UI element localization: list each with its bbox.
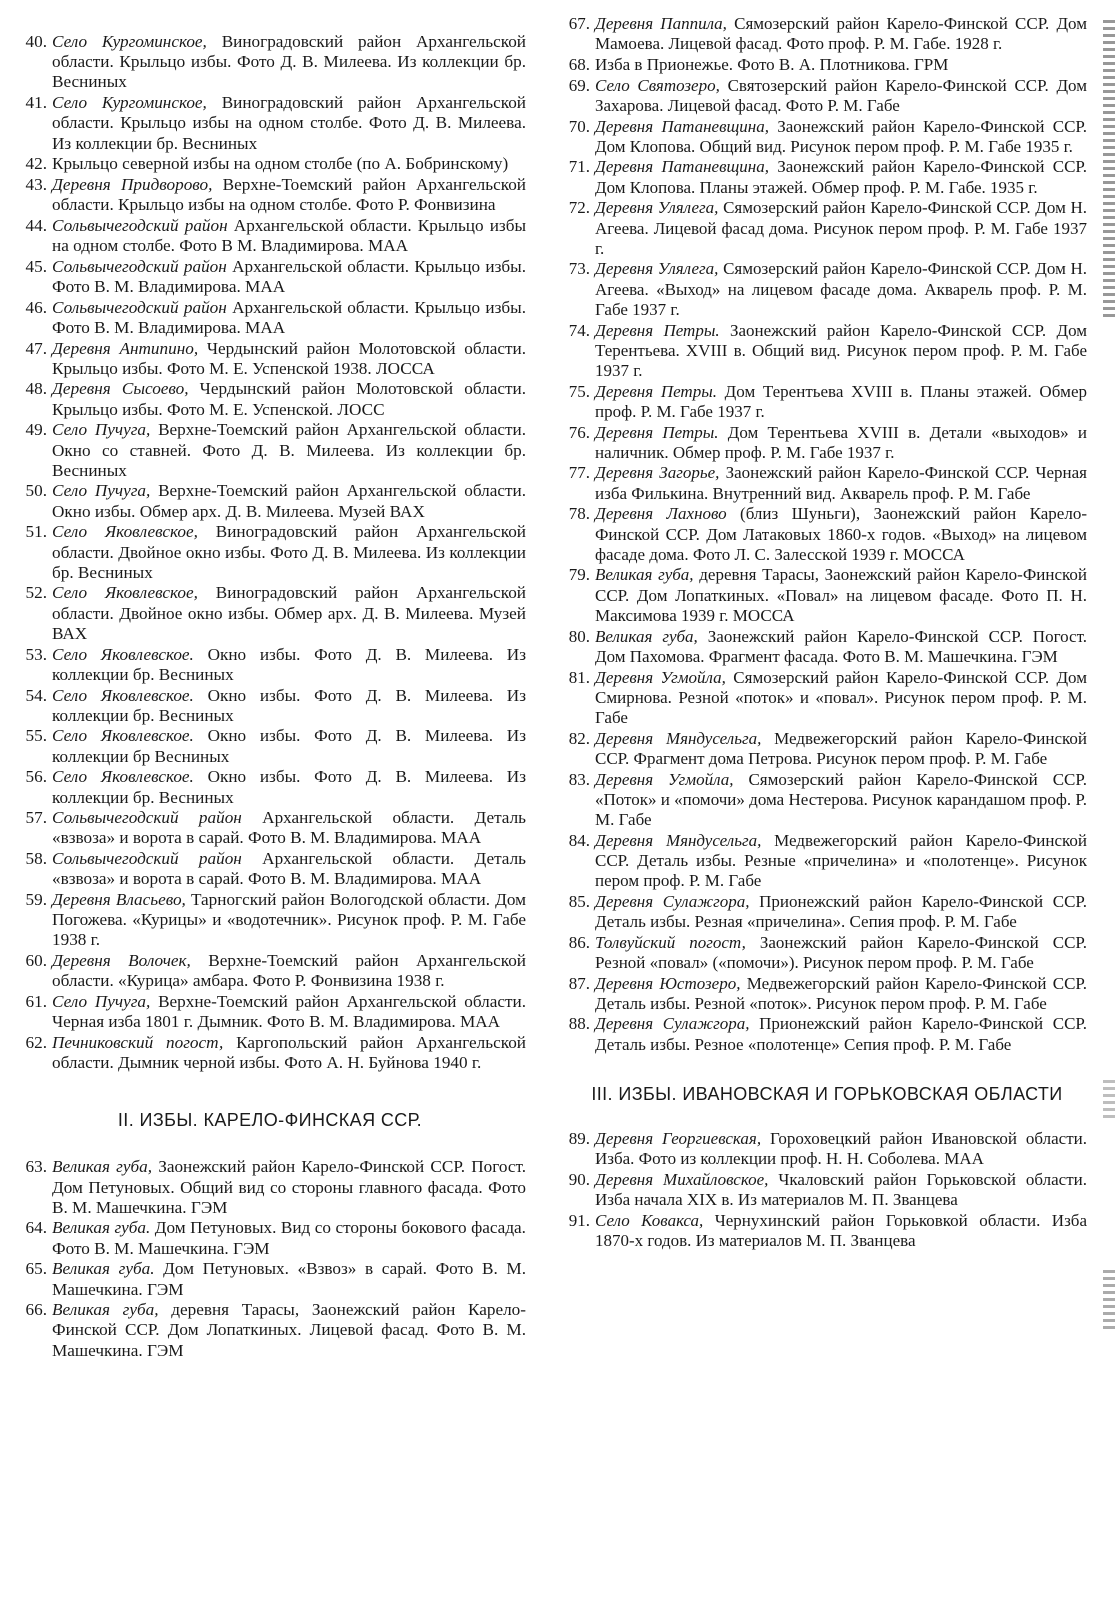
entry-description: Заонежский район Карело-Финской ССР. Дом Клопова. Планы этажей. Обмер проф. Р. М. Габе. 1935 г.	[595, 157, 1087, 197]
list-item	[14, 992, 526, 1032]
scan-edge-mark	[1103, 20, 1115, 320]
entry-text	[52, 257, 526, 297]
list-item	[14, 379, 526, 419]
entry-description: Сямозерский район Карело-Финской ССР. Дом Мамоева. Лицевой фасад. Фото проф. Р. М. Габе. 1928 г.	[595, 14, 1087, 54]
entry-number: 60.	[25, 951, 47, 971]
entry-place: Сольвычегодский район	[52, 297, 227, 317]
list-item	[14, 645, 526, 685]
entry-place: Сольвычегодский район	[52, 256, 227, 276]
entry-text	[52, 339, 526, 379]
entry-place: Великая губа.	[52, 1218, 151, 1238]
entry-description: Дом Терентьева XVIII в. Детали «выходов» и наличник. Обмер проф. Р. М. Габе 1937 г.	[595, 422, 1087, 462]
list-item	[555, 974, 1087, 1014]
scan-edge-mark	[1103, 1270, 1115, 1330]
entry-description: деревня Тарасы, Заонежский район Карело-Финской ССР. Дом Лопаткиных. Лицевой фасад. Фото В. М. Машечкина. ГЭМ	[52, 1300, 526, 1360]
list-item	[555, 770, 1087, 831]
entry-place: Село Пучуга,	[52, 481, 151, 501]
list-item	[14, 420, 526, 481]
list-item	[14, 951, 526, 991]
entry-description: Прионежский район Карело-Финской ССР. Деталь избы. Резное «полотенце» Сепия проф. Р. М. Габе	[595, 1014, 1087, 1054]
entry-number: 43.	[25, 174, 47, 194]
entry-number: 58.	[25, 849, 47, 869]
entry-number: 44.	[25, 215, 47, 235]
entry-description: Изба в Прионежье. Фото В. А. Плотникова. ГРМ	[595, 54, 949, 74]
entry-place: Село Яковлевское.	[52, 685, 194, 705]
entry-text	[595, 76, 1087, 116]
list-item	[14, 890, 526, 951]
entry-number: 73.	[568, 259, 590, 279]
section-heading-3: III. ИЗБЫ. ИВАНОВСКАЯ И ГОРЬКОВСКАЯ ОБЛАСТИ	[591, 1083, 1063, 1104]
entry-number: 54.	[25, 685, 47, 705]
list-item	[14, 1033, 526, 1073]
entry-place: Деревня Сулажгора,	[595, 891, 750, 911]
entry-place: Сольвычегодский район	[52, 849, 242, 869]
entry-description: Виноградовский район Архангельской области. Двойное окно избы. Фото Д. В. Милеева. Из коллекции бр. Весниных	[52, 522, 526, 582]
entry-text	[595, 1014, 1087, 1054]
entry-text	[52, 583, 526, 644]
entry-text	[595, 1211, 1087, 1251]
entry-description: Медвежегорский район Карело-Финской ССР. Деталь избы. Резной «поток». Рисунок пером проф. Р. М. Габе	[595, 973, 1087, 1013]
entry-list	[14, 32, 526, 1073]
entry-place: Село Пучуга,	[52, 420, 151, 440]
entry-number: 48.	[25, 379, 47, 399]
entry-place: Деревня Патаневщина,	[595, 157, 769, 177]
entry-description: Верхне-Тоемский район Архангельской области. «Курица» амбара. Фото Р. Фонвизина 1938 г.	[52, 951, 526, 991]
entry-place: Деревня Михайловское,	[595, 1169, 769, 1189]
entry-text	[595, 627, 1087, 667]
entry-number: 68.	[568, 54, 590, 74]
entry-place: Деревня Угмойла,	[595, 769, 734, 789]
entry-place: Сольвычегодский район	[52, 215, 228, 235]
list-item	[14, 522, 526, 583]
entry-text	[52, 686, 526, 726]
entry-text	[595, 14, 1087, 54]
entry-number: 88.	[568, 1014, 590, 1034]
entry-place: Великая губа,	[595, 565, 694, 585]
entry-description: Крыльцо северной избы на одном столбе (по А. Бобринскому)	[52, 154, 509, 174]
entry-description: Прионежский район Карело-Финской ССР. Деталь избы. Резная «причелина». Сепия проф. Р. М. Габе	[595, 891, 1087, 931]
entry-text	[595, 259, 1087, 320]
entry-place: Село Яковлевское,	[52, 522, 198, 542]
entry-description: Дом Петуновых. «Взвоз» в сарай. Фото В. М. Машечкина. ГЭМ	[52, 1259, 527, 1299]
entry-place: Село Яковлевское.	[52, 767, 194, 787]
entry-description: Заонежский район Карело-Финской ССР. Погост. Дом Петуновых. Общий вид со стороны главного фасада. Фото В. М. Машечкина. ГЭМ	[52, 1157, 526, 1217]
entry-place: Деревня Мяндусельга,	[595, 830, 762, 850]
entry-number: 41.	[25, 93, 47, 113]
list-item	[14, 686, 526, 726]
entry-description: Святозерский район Карело-Финской ССР. Дом Захарова. Лицевой фасад. Фото Р. М. Габе	[595, 75, 1087, 115]
list-item	[555, 627, 1087, 667]
list-item	[555, 668, 1087, 729]
entry-place: Деревня Георгиевская,	[595, 1128, 762, 1148]
entry-text	[595, 198, 1087, 259]
list-item	[555, 831, 1087, 892]
entry-text	[595, 974, 1087, 1014]
list-item	[555, 933, 1087, 973]
list-item	[555, 14, 1087, 54]
entry-text	[52, 1033, 526, 1073]
list-item	[14, 257, 526, 297]
entry-description: Заонежский район Карело-Финской ССР. Дом Терентьева. XVIII в. Общий вид. Рисунок пером проф. Р. М. Габе 1937 г.	[595, 320, 1088, 380]
scan-edge-mark	[1103, 1080, 1115, 1120]
list-item	[555, 321, 1087, 382]
entry-text	[52, 216, 526, 256]
entry-description: Дом Петуновых. Вид со стороны бокового фасада. Фото В. М. Машечкина. ГЭМ	[52, 1218, 526, 1258]
entry-number: 56.	[25, 767, 47, 787]
entry-description: Медвежегорский район Карело-Финской ССР. Деталь избы. Резные «причелина» и «полотенце». Рисунок пером проф. Р. М. Габе	[595, 830, 1087, 891]
entry-text	[595, 1170, 1087, 1210]
entry-number: 85.	[568, 891, 590, 911]
list-item	[14, 1300, 526, 1361]
entry-place: Деревня Петры.	[595, 422, 719, 442]
entry-description: Виноградовский район Архангельской области. Крыльцо избы на одном столбе. Фото Д. В. Милеева. Из коллекции бр. Весниных	[52, 93, 526, 153]
entry-place: Деревня Мяндусельга,	[595, 728, 762, 748]
entry-number: 47.	[25, 338, 47, 358]
entry-description: Заонежский район Карело-Финской ССР. Резной «повал» («помочи»). Рисунок пером проф. Р. М. Габе	[595, 932, 1087, 972]
entry-text	[52, 808, 526, 848]
entry-text	[52, 726, 526, 766]
list-item	[14, 154, 526, 174]
entry-place: Село Ковакса,	[595, 1210, 704, 1230]
entry-number: 61.	[25, 992, 47, 1012]
entry-text	[595, 565, 1087, 626]
entry-number: 40.	[25, 32, 47, 51]
list-item	[555, 259, 1087, 320]
entry-place: Великая губа,	[52, 1300, 159, 1320]
entry-description: Архангельской области. Крыльцо избы. Фото В. М. Владимирова. МАА	[52, 297, 526, 337]
list-item	[555, 76, 1087, 116]
entry-text	[52, 154, 526, 174]
entry-number: 84.	[568, 830, 590, 850]
list-item	[14, 808, 526, 848]
entry-description: Чердынский район Молотовской области. Крыльцо избы. Фото М. Е. Успенской. ЛОСС	[52, 379, 526, 419]
entry-text	[52, 645, 526, 685]
list-item	[555, 423, 1087, 463]
entry-place: Великая губа,	[52, 1157, 153, 1177]
entry-place: Толвуйский погост,	[595, 932, 746, 952]
entry-number: 89.	[568, 1128, 590, 1148]
entry-place: Село Пучуга,	[52, 992, 151, 1012]
list-item	[14, 1259, 526, 1299]
entry-place: Деревня Придворово,	[52, 174, 213, 194]
entry-place: Деревня Улялега,	[595, 259, 719, 279]
list-item	[14, 849, 526, 889]
entry-number: 65.	[25, 1259, 47, 1279]
entry-description: Заонежский район Карело-Финской ССР. Дом Клопова. Общий вид. Рисунок пером проф. Р. М. Габе 1935 г.	[595, 116, 1087, 156]
entry-list	[555, 14, 1087, 1055]
entry-place: Деревня Сысоево,	[52, 379, 189, 399]
entry-number: 90.	[568, 1169, 590, 1189]
entry-description: Окно избы. Фото Д. В. Милеева. Из коллекции бр. Весниных	[52, 767, 526, 807]
entry-number: 49.	[25, 420, 47, 440]
entry-number: 67.	[568, 14, 590, 33]
entry-description: Чкаловский район Горьковской области. Изба начала XIX в. Из материалов М. П. Званцева	[595, 1169, 1087, 1209]
list-item	[14, 1218, 526, 1258]
entry-text	[52, 1259, 526, 1299]
list-item	[14, 726, 526, 766]
entry-text	[595, 55, 1087, 75]
entry-description: Верхне-Тоемский район Архангельской области. Окно избы. Обмер арх. Д. В. Милеева. Музей ВАХ	[52, 481, 526, 521]
entry-place: Деревня Волочек,	[52, 951, 191, 971]
entry-number: 91.	[568, 1210, 590, 1230]
list-item	[14, 175, 526, 215]
list-item	[14, 481, 526, 521]
list-item	[14, 216, 526, 256]
entry-number: 62.	[25, 1032, 47, 1052]
entry-number: 70.	[568, 116, 590, 136]
entry-number: 50.	[25, 481, 47, 501]
entry-text	[595, 831, 1087, 892]
entry-description: Верхне-Тоемский район Архангельской области. Крыльцо избы на одном столбе. Фото Р. Фонвизина	[52, 174, 526, 215]
entry-description: Тарногский район Вологодской области. Дом Погожева. «Курицы» и «водотечник». Рисунок проф. Р. М. Габе 1938 г.	[52, 890, 527, 950]
list-item	[14, 339, 526, 379]
entry-text	[595, 892, 1087, 932]
entry-number: 74.	[568, 320, 590, 340]
entry-description: Каргопольский район Архангельской области. Дымник черной избы. Фото А. Н. Буйнова 1940 г.	[52, 1032, 526, 1073]
entry-number: 66.	[25, 1300, 47, 1320]
entry-text	[595, 770, 1087, 831]
list-item	[555, 1129, 1087, 1169]
entry-number: 46.	[25, 297, 47, 317]
entry-description: (близ Шуньги), Заонежский район Карело-Финской ССР. Дом Латаковых 1860-х годов. «Выход» на лицевом фасаде дома. Фото Л. С. Залесской 1939 г. МОССА	[595, 504, 1087, 564]
entry-text	[595, 423, 1087, 463]
entry-place: Сольвычегодский район	[52, 808, 242, 828]
entry-text	[52, 849, 526, 889]
entry-place: Село Яковлевское.	[52, 726, 194, 746]
entry-text	[595, 321, 1087, 382]
entry-text	[595, 933, 1087, 973]
entry-description: деревня Тарасы, Заонежский район Карело-Финской ССР. Дом Лопаткиных. «Повал» на лицевом фасаде. Фото П. Н. Максимова 1939 г. МОССА	[595, 565, 1087, 625]
entry-number: 55.	[25, 726, 47, 746]
entry-place: Великая губа.	[52, 1259, 155, 1279]
entry-text	[595, 382, 1087, 422]
entry-number: 78.	[568, 504, 590, 524]
entry-place: Деревня Загорье,	[595, 463, 720, 483]
list-item	[14, 767, 526, 807]
entry-description: Архангельской области. Крыльцо избы. Фото В. М. Владимирова. МАА	[52, 256, 526, 296]
entry-number: 45.	[25, 256, 47, 276]
list-item	[14, 298, 526, 338]
entry-number: 63.	[25, 1157, 47, 1177]
entry-description: Виноградовский район Архангельской области. Двойное окно избы. Обмер арх. Д. В. Милеева. Музей ВАХ	[52, 583, 526, 643]
entry-place: Деревня Патаневщина,	[595, 116, 769, 136]
entry-place: Деревня Петры.	[595, 381, 717, 401]
list-item	[555, 198, 1087, 259]
entry-description: Верхне-Тоемский район Архангельской области. Черная изба 1801 г. Дымник. Фото В. М. Владимирова. МАА	[52, 992, 526, 1032]
entry-place: Деревня Улялега,	[595, 198, 719, 218]
entry-number: 86.	[568, 932, 590, 952]
entry-description: Сямозерский район Карело-Финской ССР. Дом Смирнова. Резной «поток» и «повал». Рисунок пером проф. Р. М. Габе	[595, 667, 1087, 727]
entry-number: 59.	[25, 890, 47, 910]
list-item	[555, 504, 1087, 565]
entry-description: Сямозерский район Карело-Финской ССР. Дом Н. Агеева. «Выход» на лицевом фасаде дома. Акварель проф. Р. М. Габе 1937 г.	[595, 259, 1088, 319]
list-item	[555, 1014, 1087, 1054]
entry-description: Сямозерский район Карело-Финской ССР. Дом Н. Агеева. Лицевой фасад дома. Рисунок пером проф. Р. М. Габе 1937 г.	[595, 198, 1088, 258]
entry-description: Сямозерский район Карело-Финской ССР. «Поток» и «помочи» дома Нестерова. Рисунок карандашом проф. Р. М. Габе	[595, 769, 1087, 829]
entry-text	[52, 951, 526, 991]
entry-text	[595, 157, 1087, 197]
list-item	[14, 93, 526, 154]
entry-number: 53.	[25, 644, 47, 664]
entry-description: Окно избы. Фото Д. В. Милеева. Из коллекции бр Весниных	[52, 726, 526, 766]
entry-text	[52, 175, 526, 215]
entry-number: 51.	[25, 522, 47, 542]
entry-text	[52, 1157, 526, 1218]
entry-number: 52.	[25, 583, 47, 603]
entry-description: Архангельской области. Деталь «взвоза» и ворота в сарай. Фото В. М. Владимирова. МАА	[52, 849, 526, 889]
entry-list	[555, 1129, 1087, 1251]
entry-place: Деревня Паппила,	[595, 14, 727, 33]
entry-number: 82.	[568, 728, 590, 748]
entry-text	[52, 298, 526, 338]
right-column	[555, 14, 1087, 1252]
entry-text	[52, 890, 526, 951]
entry-number: 79.	[568, 565, 590, 585]
left-column	[14, 32, 526, 1361]
entry-text	[595, 729, 1087, 769]
entry-description: Архангельской области. Крыльцо избы на одном столбе. Фото В М. Владимирова. МАА	[52, 215, 526, 256]
entry-number: 64.	[25, 1218, 47, 1238]
entry-text	[52, 522, 526, 583]
entry-description: Окно избы. Фото Д. В. Милеева. Из коллекции бр. Весниных	[52, 644, 526, 684]
entry-description: Дом Терентьева XVIII в. Планы этажей. Обмер проф. Р. М. Габе 1937 г.	[595, 381, 1087, 421]
entry-text	[52, 93, 526, 154]
entry-number: 76.	[568, 422, 590, 442]
entry-description: Чернухинский район Горьковкой области. Изба 1870-х годов. Из материалов М. П. Званцева	[595, 1210, 1087, 1250]
entry-text	[595, 463, 1087, 503]
entry-description: Заонежский район Карело-Финской ССР. Черная изба Филькина. Внутренний вид. Акварель проф. Р. М. Габе	[595, 463, 1088, 503]
entry-number: 75.	[568, 381, 590, 401]
entry-place: Село Кургоминское,	[52, 93, 207, 113]
entry-place: Деревня Сулажгора,	[595, 1014, 750, 1034]
list-item	[555, 157, 1087, 197]
list-item	[555, 1170, 1087, 1210]
list-item	[555, 565, 1087, 626]
entry-number: 77.	[568, 463, 590, 483]
list-item	[14, 583, 526, 644]
entry-text	[52, 32, 526, 93]
entry-number: 69.	[568, 75, 590, 95]
entry-text	[52, 992, 526, 1032]
entry-number: 57.	[25, 808, 47, 828]
entry-text	[595, 504, 1087, 565]
entry-number: 42.	[25, 154, 47, 174]
entry-place: Село Святозеро,	[595, 75, 720, 95]
list-item	[555, 892, 1087, 932]
entry-place: Село Кургоминское,	[52, 32, 207, 51]
entry-place: Деревня Антипино,	[52, 338, 199, 358]
entry-number: 83.	[568, 769, 590, 789]
entry-place: Деревня Лахново	[595, 504, 727, 524]
entry-text	[595, 1129, 1087, 1169]
entry-text	[52, 420, 526, 481]
list-item	[555, 55, 1087, 75]
entry-text	[52, 379, 526, 419]
entry-number: 72.	[568, 198, 590, 218]
list-item	[555, 463, 1087, 503]
list-item	[555, 117, 1087, 157]
entry-description: Гороховецкий район Ивановской области. Изба. Фото из коллекции проф. Н. Н. Соболева. МАА	[595, 1128, 1087, 1169]
entry-text	[595, 668, 1087, 729]
entry-text	[52, 1300, 526, 1361]
entry-description: Архангельской области. Деталь «взвоза» и ворота в сарай. Фото В. М. Владимирова. МАА	[52, 808, 526, 848]
entry-number: 80.	[568, 626, 590, 646]
entry-place: Деревня Власьево,	[52, 890, 186, 910]
entry-text	[52, 481, 526, 521]
entry-place: Деревня Угмойла,	[595, 667, 726, 687]
entry-place: Село Яковлевское.	[52, 644, 194, 664]
entry-list	[14, 1157, 526, 1361]
entry-place: Великая губа,	[595, 626, 698, 646]
list-item	[14, 32, 526, 93]
entry-description: Медвежегорский район Карело-Финской ССР. Фрагмент дома Петрова. Рисунок пером проф. Р. М. Габе	[595, 728, 1087, 768]
entry-text	[595, 117, 1087, 157]
entry-description: Чердынский район Молотовской области. Крыльцо избы. Фото М. Е. Успенской 1938. ЛОССА	[52, 338, 527, 378]
entry-description: Окно избы. Фото Д. В. Милеева. Из коллекции бр. Весниных	[52, 685, 526, 725]
list-item	[14, 1157, 526, 1218]
entry-description: Виноградовский район Архангельской области. Крыльцо избы. Фото Д. В. Милеева. Из коллекции бр. Весниных	[52, 32, 526, 92]
list-item	[555, 382, 1087, 422]
entry-text	[52, 767, 526, 807]
entry-place: Село Яковлевское,	[52, 583, 198, 603]
entry-place: Деревня Юстозеро,	[595, 973, 741, 993]
list-item	[555, 729, 1087, 769]
entry-number: 81.	[568, 667, 590, 687]
section-heading-2: II. ИЗБЫ. КАРЕЛО-ФИНСКАЯ ССР.	[117, 1110, 423, 1131]
entry-place: Деревня Петры.	[595, 320, 720, 340]
entry-text	[52, 1218, 526, 1258]
entry-number: 87.	[568, 973, 590, 993]
entry-description: Заонежский район Карело-Финской ССР. Погост. Дом Пахомова. Фрагмент фасада. Фото В. М. Машечкина. ГЭМ	[595, 626, 1087, 666]
entry-place: Печниковский погост,	[52, 1032, 224, 1052]
list-item	[555, 1211, 1087, 1251]
entry-number: 71.	[568, 157, 590, 177]
entry-description: Верхне-Тоемский район Архангельской области. Окно со ставней. Фото Д. В. Милеева. Из коллекции бр. Весниных	[52, 420, 526, 480]
